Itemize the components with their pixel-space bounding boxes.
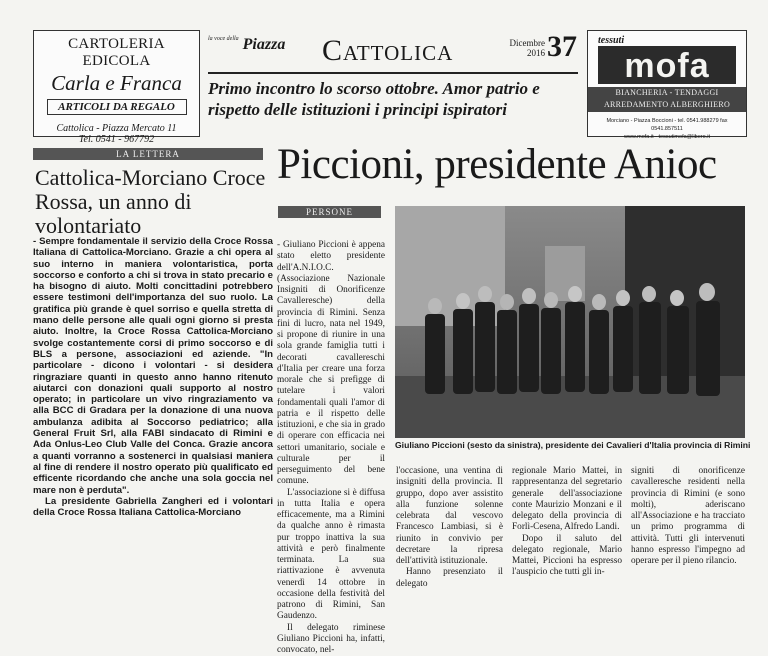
mofa-logo-text: mofa [624,47,709,85]
newspaper-logo-name: Piazza [243,36,286,53]
article-subhead: Primo incontro lo scorso ottobre. Amor patrio e rispetto delle istituzioni i principi ispiratori [208,78,578,120]
mofa-address [591,117,743,141]
group-photo [395,206,745,438]
mofa-services-bar [588,87,746,112]
section-label-persone: PERSONE [278,206,381,218]
article-paragraph: regionale Mario Mattei, in rappresentanza del segretario generale dell'associazione conte Maurizio Monzani e il delegato della provincia di Forlì-Cesena, Alfredo Landi. [512,466,622,534]
issue-month: Dicembre [505,38,545,48]
mofa-address-line1: Morciano - Piazza Boccioni - tel. 0541.988279 fax 0541.857511 [591,117,743,133]
mofa-ad [587,30,747,137]
main-headline: Piccioni, presidente Anioc [277,140,717,189]
mofa-address-line2: www.mofa.it - tessutimofa@libero.it [591,133,743,141]
group-photo-image [395,206,745,438]
page-section-city: Cattolica [322,34,453,68]
left-article-signature: La presidente Gabriella Zangheri ed i volontari della Croce Rossa Italiana Cattolica-Morciano [33,496,273,519]
mofa-services-line1: BIANCHERIA - TENDAGGI [588,87,746,99]
section-label-lettera: LA LETTERA [33,148,263,160]
ad-shop-tagline: ARTICOLI DA REGALO [47,99,187,115]
article-paragraph: Hanno presenziato il delegato [396,567,503,590]
ad-shop-name: Carla e Franca [34,71,199,96]
article-column-1 [277,240,385,656]
article-paragraph: l'occasione, una ventina di insigniti della provincia. Il gruppo, dopo aver assistito alla funzione solenne celebrata dal vescovo Francesco Lambiasi, si è riunito in convivio per decretare la ripresa dell'attività istituzionale. [396,466,503,567]
mofa-logo-mark [598,42,738,86]
mofa-services-line2: ARREDAMENTO ALBERGHIERO [588,99,746,111]
left-article-title: Cattolica-Morciano Croce Rossa, un anno di volontariato [35,166,275,238]
photo-caption: Giuliano Piccioni (sesto da sinistra), presidente dei Cavalieri d'Italia provincia di Rimini [395,440,747,450]
page-number: 37 [547,30,577,64]
mofa-tagline: tessuti [598,35,624,46]
article-paragraph: signiti di onorificenze cavalleresche residenti nella provincia di Rimini (e sono molti), aderiscano all'Associazione e ha tracciato un primo programma di attività. Tutti gli intervenuti hanno espresso l'impegno ad operare per il pieno rilancio. [631,466,745,567]
left-article-paragraph: - Sempre fondamentale il servizio della Croce Rossa Italiana di Cattolica-Morciano. Grazie a chi opera al suo interno in maniera volontaristica, porta soccorso e conforto a chi si trova in stato precario e ha bisogno di aiuto. Molti concittadini potrebbero essere testimoni dell'importanza del suo ruolo. La gratifica più grande è quel sorriso e quella stretta di mano delle persone alle quali ogni giorno si presta aiuto. Inoltre, la Croce Rossa Cattolica-Morciano svolge costantemente corsi di primo soccorso e di BLS a persone, associazioni ed aziende. "In particolare - dicono i volontari - si desidera ringraziare quanti in questo anno hanno ritenuto aiutarci con donazioni quali supporto al nostro operato; in particolare un vivo ringraziamento va alla BCC di Gradara per la donazione di una nuova ambulanza adibita al Soccorso pediatrico; alla General Fruit Srl, alla FABI sindacato di Rimini e Ada Onlus-Leo Club Valle del Conca. Grazie ancora a quanti vorranno a sostenerci in qualsiasi maniera al fine di rendere il nostro operato più qualificato ed efficente ricordando che anche una sola goccia nel mare non è perduta". [33,236,273,496]
article-column-4 [631,466,745,567]
issue-date [505,38,545,58]
cartoleria-ad [33,30,200,137]
issue-year: 2016 [505,48,545,58]
left-article-body [33,236,273,518]
ad-shop-address [34,123,199,145]
article-column-3 [512,466,622,579]
ad-phone-line: Tel. 0541 - 967792 [34,134,199,145]
article-paragraph: L'associazione si è diffusa in tutta Italia e opera efficacemente, ma a Rimini da qualche anno è rimasta pur troppo inattiva la sua attività e però finalmente terminata. La sua riattivazione è avvenuta venerdì 14 ottobre in occasione della festività del patrono di Rimini, San Gaudenzo. [277,488,385,623]
header-divider [208,72,578,74]
newspaper-logo-prefix: la voce della [208,36,239,42]
article-paragraph: Il delegato riminese Giuliano Piccioni ha, infatti, convocato, nel- [277,623,385,656]
article-paragraph: Dopo il saluto del delegato regionale, Mario Mattei, Piccioni ha espresso l'auspicio che tutti gli in- [512,534,622,579]
article-paragraph: - Giuliano Piccioni è appena stato eletto presidente dell'A.N.I.O.C. (Associazione Nazionale Insigniti di Onorificenze Cavalleresche) della provincia di Rimini. Senza fini di lucro, nata nel 1949, si propone di riunire in una sola grande famiglia tutti i decorati cavallereschi d'Italia per creare una forza morale che si prefigge di tutelare i valori fondamentali quali l'amor di patria e il rispetto delle istituzioni, e che sia in grado di operare con efficacia nei settori umanitario, sociale e culturale per il perseguimento del bene comune. [277,240,385,488]
article-column-2 [396,466,503,590]
ad-address-line: Cattolica - Piazza Mercato 11 [34,123,199,134]
newspaper-logo [208,36,285,54]
ad-shop-type: CARTOLERIA EDICOLA [34,36,199,70]
